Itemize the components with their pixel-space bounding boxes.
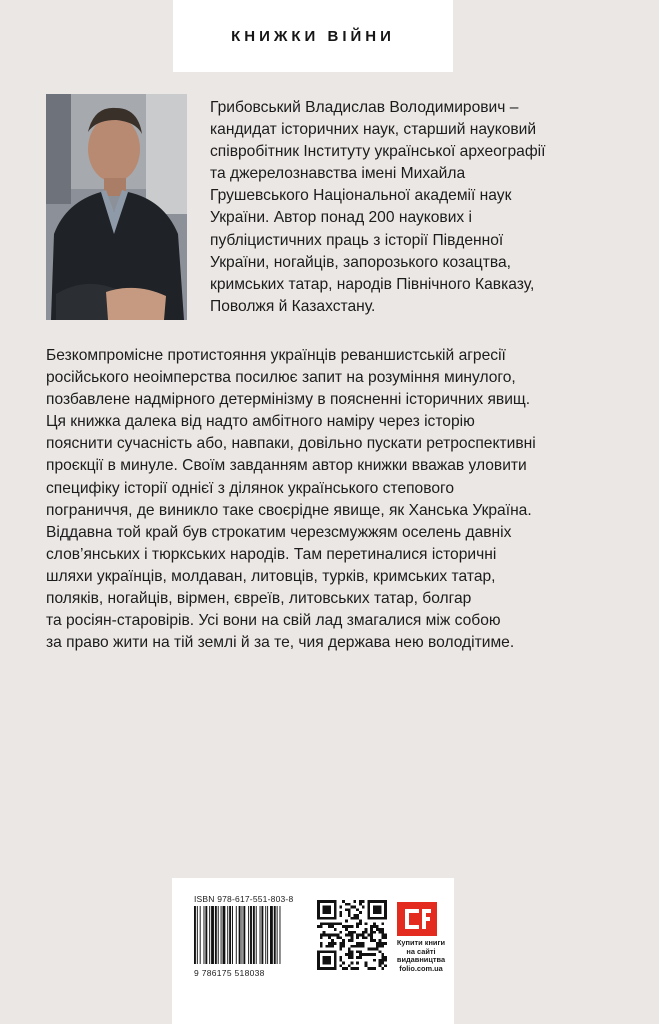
shop-line: на сайті bbox=[406, 946, 436, 956]
isbn-number: ISBN 978-617-551-803-8 bbox=[194, 894, 294, 904]
author-bio-line: Поволжя й Казахстану. bbox=[210, 297, 376, 315]
series-tab bbox=[173, 0, 453, 72]
blurb-line: позбавлене надмірного детермінізму в поясненні історичних явищ. bbox=[46, 391, 531, 409]
author-bio-line: кандидат історичних наук, старший науковий bbox=[210, 121, 537, 139]
qr-code-icon[interactable] bbox=[317, 900, 387, 970]
publisher-logo-icon bbox=[397, 902, 437, 936]
blurb-line: російського неоімперства посилює запит на розуміння минулого, bbox=[46, 369, 516, 387]
author-bio-line: України, ногайців, запорозького козацтва, bbox=[210, 253, 511, 271]
blurb-line: пояснити сучасність або, навпаки, довільно пускати ретроспективні bbox=[46, 435, 536, 453]
blurb-line: специфіку історії однієї з ділянок українського степового bbox=[46, 479, 455, 497]
blurb-line: поляків, ногайців, вірмен, євреїв, литовських татар, болгар bbox=[46, 590, 472, 608]
blurb-line: Ця книжка далека від надто амбітного наміру через історію bbox=[46, 413, 475, 431]
author-bio-line: кримських татар, народів Північного Кавказу, bbox=[210, 275, 535, 293]
author-bio-line: Грибовський Владислав Володимирович – bbox=[210, 99, 519, 116]
blurb-line: проєкції в минуле. Своїм завданням автор книжки вважав уловити bbox=[46, 457, 527, 475]
author-bio-line: публіцистичних праць з історії Південної bbox=[210, 231, 504, 249]
series-title: КНИЖКИ ВІЙНИ bbox=[231, 28, 395, 45]
barcode-panel bbox=[172, 878, 454, 1024]
blurb-line: Безкомпромісне протистояння українців реваншистській агресії bbox=[46, 347, 506, 364]
barcode-icon bbox=[194, 906, 308, 964]
blurb-line: за право жити на тій землі й за те, чия держава нею володітиме. bbox=[46, 634, 515, 652]
book-blurb bbox=[46, 345, 616, 654]
blurb-line: Віддавна той край був строкатим черезсмужжям оселень давніх bbox=[46, 523, 512, 541]
blurb-line: шляхи українців, молдаван, литовців, турків, кримських татар, bbox=[46, 567, 496, 585]
blurb-line: слов’янських і тюркських народів. Там перетиналися історичні bbox=[46, 545, 497, 563]
author-bio-line: Грушевського Національної академії наук bbox=[210, 187, 512, 205]
shop-line: Купити книги bbox=[396, 938, 446, 947]
author-bio-line: співробітник Інституту української археографії bbox=[210, 143, 546, 161]
blurb-line: та росіян-старовірів. Усі вони на свій лад змагалися між собою bbox=[46, 612, 501, 630]
author-photo bbox=[46, 94, 187, 320]
author-portrait-icon bbox=[46, 94, 187, 320]
blurb-line: пограниччя, де виникло таке своєрідне явище, як Ханська Україна. bbox=[46, 501, 532, 519]
author-bio-line: та джерелознавства імені Михайла bbox=[210, 165, 466, 183]
author-bio bbox=[210, 97, 605, 318]
shop-line: видавництва bbox=[396, 955, 446, 965]
author-bio-line: України. Автор понад 200 наукових і bbox=[210, 209, 473, 227]
shop-url[interactable]: folio.com.ua bbox=[399, 963, 443, 973]
shop-link-text[interactable] bbox=[392, 939, 450, 973]
barcode-digits: 9 786175 518038 bbox=[194, 968, 265, 978]
